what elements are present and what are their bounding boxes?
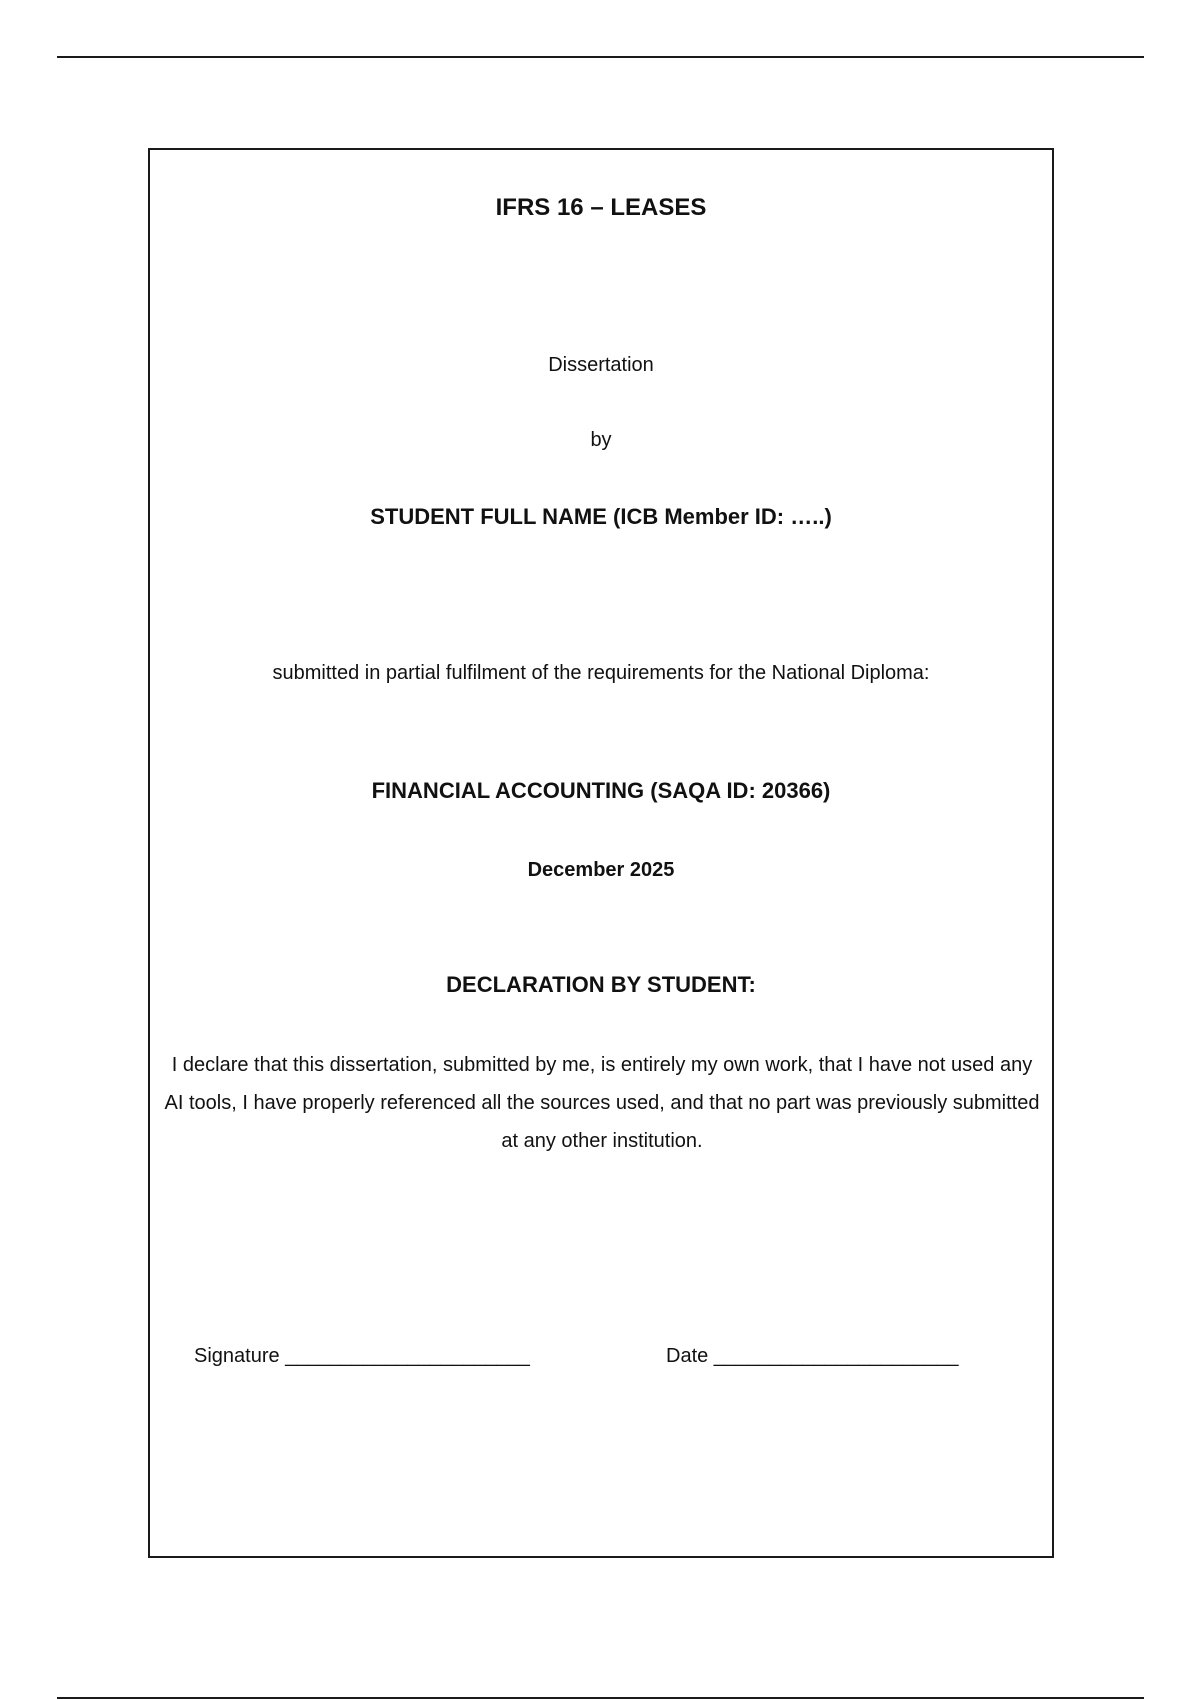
document-title: IFRS 16 – LEASES	[495, 194, 707, 221]
declaration-text: I declare that this dissertation, submitted by me, is entirely my own work, that I have not used any AI tools, I have properly referenced all the sources used, and that no part was previously submitted at any other institution.	[164, 1054, 1040, 1152]
submission-statement: submitted in partial fulfilment of the requirements for the National Diploma:	[272, 662, 930, 684]
by-label: by	[590, 429, 612, 451]
cover-page-frame	[148, 148, 1054, 1558]
declaration-heading: DECLARATION BY STUDENT:	[446, 972, 756, 997]
document-type: Dissertation	[548, 354, 654, 376]
header-rule	[57, 56, 1144, 58]
footer-rule	[57, 1697, 1144, 1699]
date-field: Date ______________________	[666, 1345, 959, 1367]
program-name: FINANCIAL ACCOUNTING (SAQA ID: 20366)	[371, 778, 831, 803]
signature-field: Signature ______________________	[194, 1345, 530, 1367]
submission-date: December 2025	[527, 859, 675, 881]
student-name: STUDENT FULL NAME (ICB Member ID: …..)	[370, 504, 832, 529]
